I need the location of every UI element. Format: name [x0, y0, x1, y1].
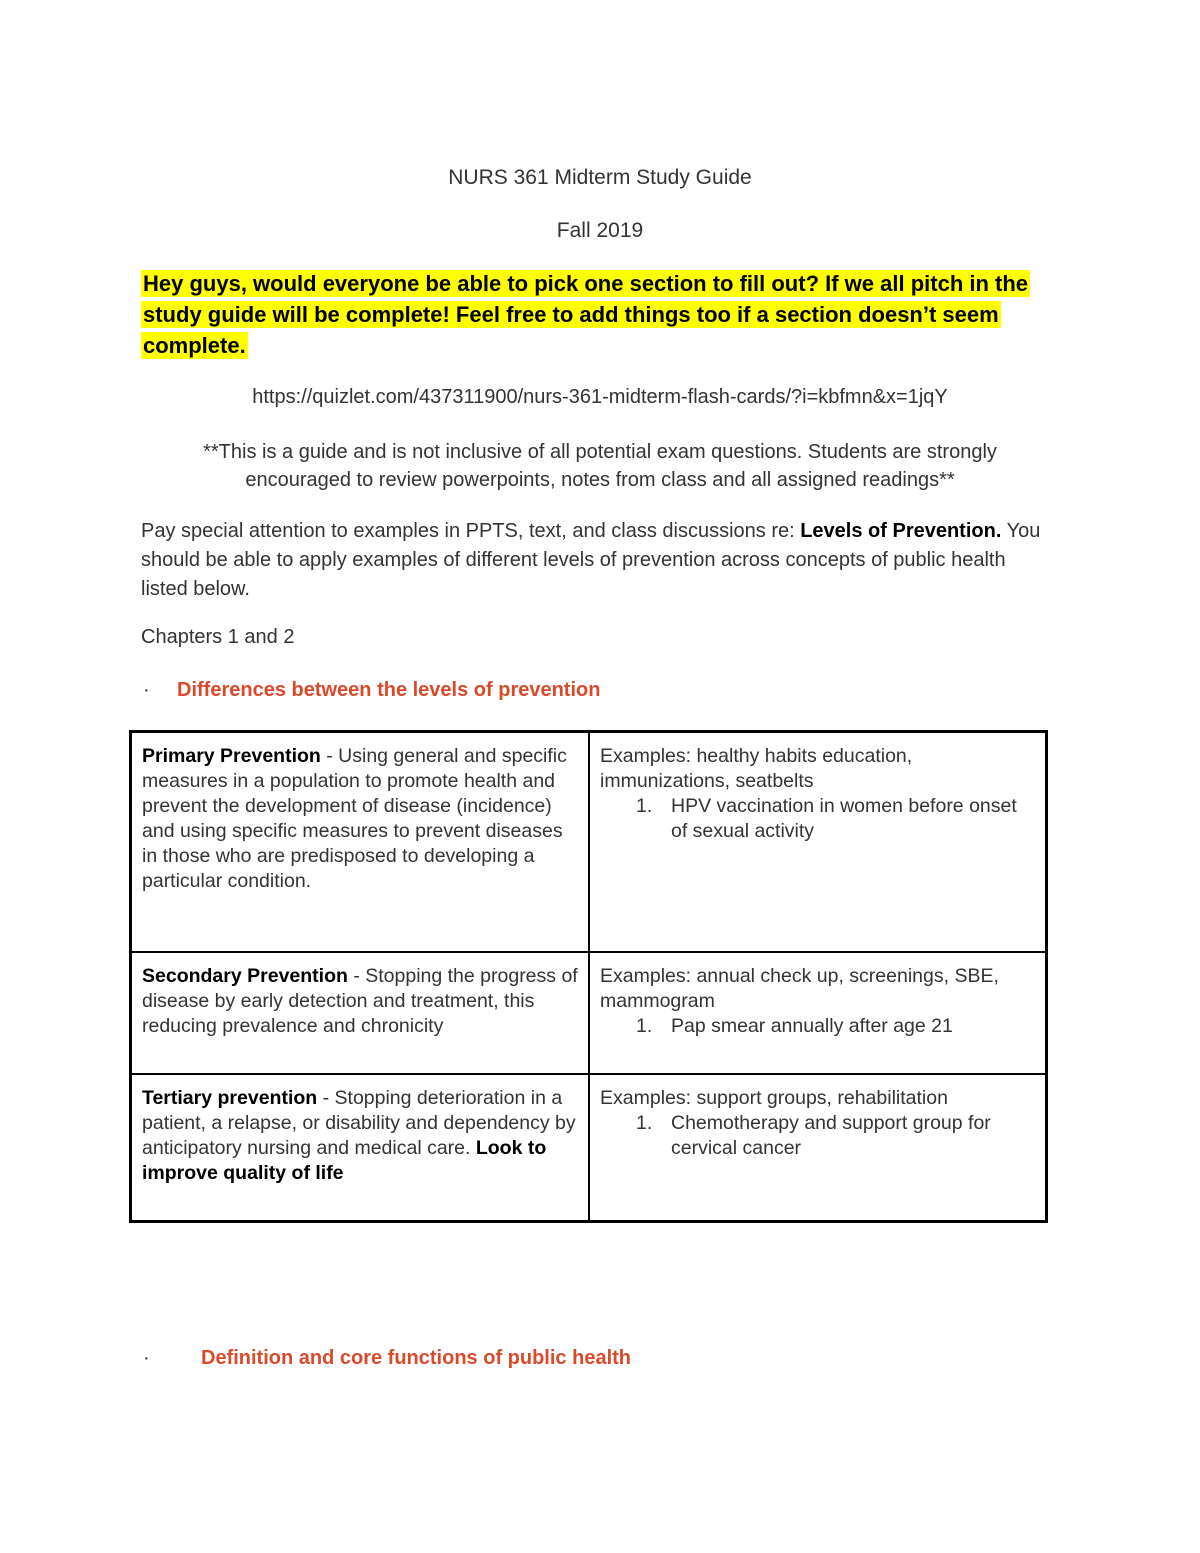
examples-text: Examples: annual check up, screenings, SBE, mammogram	[600, 965, 999, 1012]
prevention-emphasis: Look to improve quality of life	[142, 1137, 547, 1184]
examples-text: Examples: support groups, rehabilitation	[600, 1087, 948, 1109]
callout-text: Hey guys, would everyone be able to pick one section to fill out? If we all pitch in the study guide will be complete! Feel free to add things too if a section doesn’t seem complete.	[143, 271, 1029, 358]
prevention-definition: - Stopping deterioration in a patient, a relapse, or disability and dependency by anticipatory nursing and medical care.	[142, 1087, 576, 1159]
quizlet-link[interactable]: https://quizlet.com/437311900/nurs-361-midterm-flash-cards/?i=kbfmn&x=1jqY	[252, 386, 948, 408]
list-item-text: HPV vaccination in women before onset of sexual activity	[671, 795, 1017, 842]
bullet-dot: ·	[143, 679, 150, 701]
prevention-definition: - Using general and specific measures in a population to promote health and prevent the development of disease (incidence) and using specific measures to prevent diseases in those who are predisposed to developing a particular condition.	[142, 745, 567, 892]
examples-list	[600, 1014, 1035, 1039]
prevention-table	[129, 730, 1048, 1223]
document-title: NURS 361 Midterm Study Guide	[448, 166, 752, 189]
bullet-dot: ·	[143, 1347, 150, 1369]
table-row	[131, 1074, 1047, 1222]
disclaimer-note: **This is a guide and is not inclusive of all potential exam questions. Students are strongly encouraged to review powerpoints, notes from class and all assigned readings**	[203, 441, 997, 491]
table-cell-definition	[131, 732, 590, 953]
prevention-term: Primary Prevention	[142, 745, 321, 767]
table-cell-definition	[131, 952, 590, 1074]
attention-suffix: You should be able to apply examples of different levels of prevention across concepts of public health listed below.	[141, 520, 1041, 600]
highlighted-callout	[141, 268, 1061, 361]
section-heading: Differences between the levels of prevention	[177, 679, 601, 701]
list-item-text: Pap smear annually after age 21	[671, 1015, 953, 1037]
examples-text: Examples: healthy habits education, immunizations, seatbelts	[600, 745, 913, 792]
list-number: 1.	[636, 1112, 653, 1134]
chapters-heading: Chapters 1 and 2	[141, 626, 295, 648]
table-cell-examples	[589, 952, 1047, 1074]
table-cell-examples	[589, 1074, 1047, 1222]
document-term: Fall 2019	[556, 219, 644, 242]
prevention-definition: - Stopping the progress of disease by early detection and treatment, this reducing prevalence and chronicity	[142, 965, 578, 1037]
table-row	[131, 732, 1047, 953]
attention-bold: Levels of Prevention.	[800, 520, 1002, 542]
table-cell-examples	[589, 732, 1047, 953]
examples-list	[600, 1111, 1035, 1161]
prevention-term: Tertiary prevention	[142, 1087, 318, 1109]
list-item	[600, 1014, 1035, 1039]
list-item-text: Chemotherapy and support group for cervical cancer	[671, 1112, 991, 1159]
list-item	[600, 1111, 1035, 1161]
list-number: 1.	[636, 1015, 653, 1037]
prevention-term: Secondary Prevention	[142, 965, 348, 987]
examples-list	[600, 794, 1035, 844]
list-number: 1.	[636, 795, 653, 817]
attention-paragraph	[141, 517, 1041, 604]
table-row	[131, 952, 1047, 1074]
list-item	[600, 794, 1035, 844]
section-heading: Definition and core functions of public health	[201, 1347, 631, 1369]
table-cell-definition	[131, 1074, 590, 1222]
attention-prefix: Pay special attention to examples in PPTS, text, and class discussions re:	[141, 520, 801, 542]
